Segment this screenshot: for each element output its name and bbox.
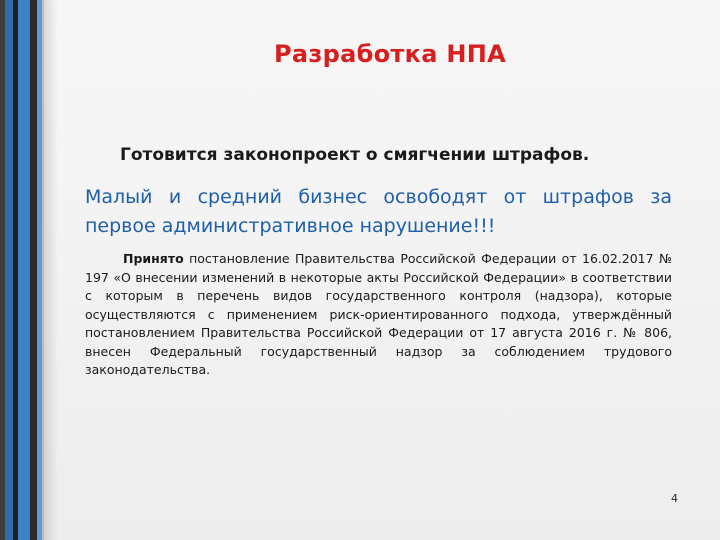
body-text: постановление Правительства Российской Федерации от 16.02.2017 № 197 «О внесении изменений в некоторые акты Российской Федерации» в соответствии с которым в перечень видов государственного контроля (надзора), которые осуществляются с применением риск-ориентированного подхода, утверждённый постановлением Правительства Российской Федерации от 17 августа 2016 г. № 806, внесен Федеральный государственный надзор за соблюдением трудового законодательства. xyxy=(85,251,672,377)
page-number: 4 xyxy=(671,492,678,505)
body-lead-word: Принято xyxy=(123,251,184,266)
headline-text: Малый и средний бизнес освободят от штрафов за первое административное нарушение!!! xyxy=(85,186,672,237)
decorative-stripe xyxy=(5,0,13,540)
slide-subtitle: Готовится законопроект о смягчении штрафов. xyxy=(120,145,590,165)
decorative-stripe xyxy=(18,0,30,540)
stripe-shadow xyxy=(44,0,58,540)
decorative-stripe xyxy=(30,0,37,540)
body-paragraph xyxy=(85,250,672,380)
slide-title: Разработка НПА xyxy=(273,40,507,68)
